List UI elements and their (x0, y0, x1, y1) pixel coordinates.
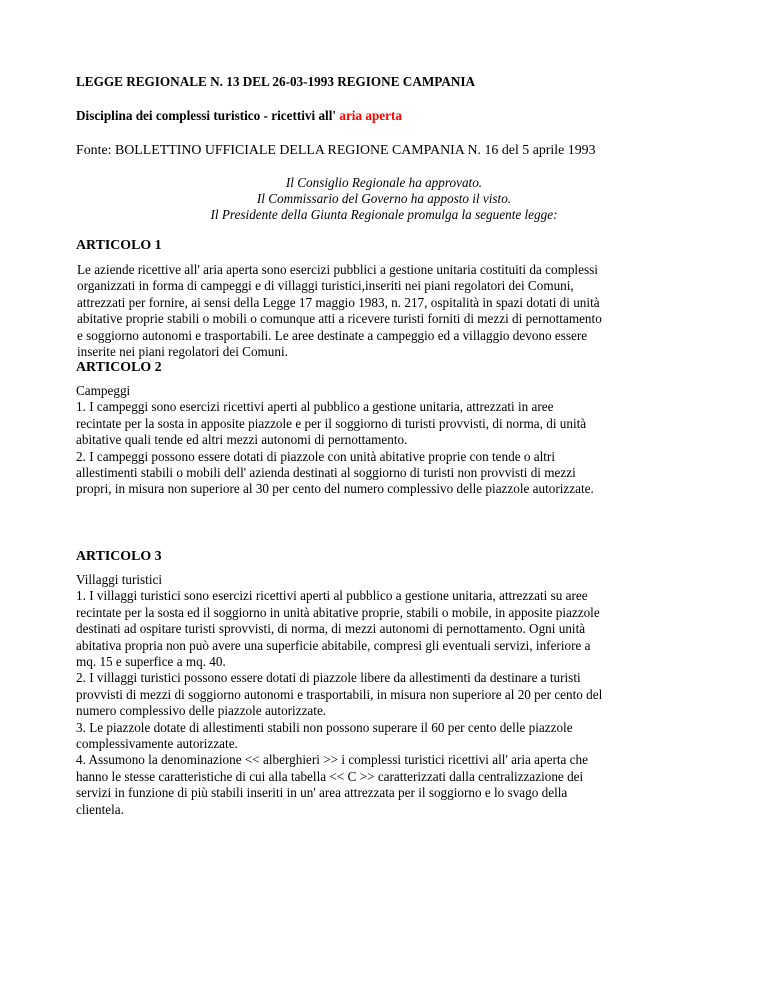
article-2-heading: ARTICOLO 2 (76, 360, 162, 375)
text-line: recintate per la sosta in apposite piazzole e per il soggiorno di turisti provvisti, di norma, di unità (76, 415, 587, 431)
text-line: inserite nei piani regolatori dei Comuni. (77, 344, 288, 360)
preamble-line: Il Presidente della Giunta Regionale promulga la seguente legge: (210, 207, 558, 222)
text-line: clientela. (76, 801, 124, 817)
text-line: 1. I campeggi sono esercizi ricettivi aperti al pubblico a gestione unitaria, attrezzati in aree (76, 399, 554, 415)
text-line: attrezzati per fornire, ai sensi della Legge 17 maggio 1983, n. 217, ospitalità in spazi dotati di unità (77, 294, 600, 310)
preamble-line: Il Consiglio Regionale ha approvato. (285, 175, 483, 190)
article-1-body (77, 262, 702, 360)
text-line: hanno le stesse caratteristiche di cui alla tabella << C >> caratterizzati dalla centralizzazione dei (76, 768, 584, 784)
text-line: 2. I villaggi turistici possono essere dotati di piazzole libere da allestimenti da destinare a turisti (76, 670, 581, 686)
text-line: complessivamente autorizzate. (76, 736, 238, 752)
text-line: Campeggi (76, 383, 131, 398)
text-line: mq. 15 e superfice a mq. 40. (76, 654, 226, 670)
article-2-body (76, 383, 701, 498)
law-subtitle (76, 107, 402, 124)
text-line: 3. Le piazzole dotate di allestimenti stabili non possono superare il 60 per cento delle piazzole (76, 719, 573, 735)
text-line: Le aziende ricettive all' aria aperta sono esercizi pubblici a gestione unitaria costituiti da complessi (77, 262, 598, 277)
article-3-heading: ARTICOLO 3 (76, 549, 162, 564)
text-line: propri, in misura non superiore al 30 per cento del numero complessivo delle piazzole autorizzate. (76, 481, 594, 497)
text-line: abitative quali tende ed altri mezzi autonomi di pernottamento. (76, 432, 408, 448)
article-3-body (76, 572, 701, 818)
text-line: allestimenti stabili o mobili dell' azienda destinati al soggiorno di turisti non provvisti di mezzi (76, 465, 576, 481)
preamble-line: Il Commissario del Governo ha apposto il visto. (256, 191, 512, 206)
law-title: LEGGE REGIONALE N. 13 DEL 26-03-1993 REGIONE CAMPANIA (76, 74, 476, 89)
text-line: provvisti di mezzi di soggiorno autonomi e trasportabili, in misura non superiore al 20 per cento del (76, 686, 603, 702)
text-line: destinati ad ospitare turisti sprovvisti, di norma, di mezzi autonomi di pernottamento. Ogni unità (76, 621, 586, 637)
text-line: servizi in funzione di più stabili inseriti in un' area attrezzata per il soggiorno e lo svago della (76, 785, 568, 801)
text-line: organizzati in forma di campeggi e di villaggi turistici,inseriti nei piani regolatori dei Comuni, (77, 278, 574, 294)
source-line: Fonte: BOLLETTINO UFFICIALE DELLA REGIONE CAMPANIA N. 16 del 5 aprile 1993 (76, 143, 596, 158)
text-line: e soggiorno autonomi e trasportabili. Le aree destinate a campeggio ed a villaggio devono essere (77, 327, 588, 343)
subtitle-text: Disciplina dei complessi turistico - ricettivi all' (76, 108, 337, 123)
text-line: numero complessivo delle piazzole autorizzate. (76, 703, 327, 719)
text-line: 4. Assumono la denominazione << alberghieri >> i complessi turistici ricettivi all' aria aperta che (76, 752, 588, 768)
text-line: abitative proprie stabili o mobili o comunque atti a ricevere turisti forniti di mezzi di pernottamento (77, 311, 602, 327)
text-line: abitativa propria non può avere una superficie abitabile, compresi gli eventuali servizi, inferiore a (76, 637, 591, 653)
text-line: 1. I villaggi turistici sono esercizi ricettivi aperti al pubblico a gestione unitaria, attrezzati su aree (76, 588, 588, 604)
text-line: recintate per la sosta ed il soggiorno in unità abitative proprie, stabili o mobile, in apposite piazzole (76, 604, 600, 620)
text-line: Villaggi turistici (76, 572, 163, 587)
subtitle-highlight-link[interactable]: aria aperta (339, 108, 402, 123)
text-line: 2. I campeggi possono essere dotati di piazzole con unità abitative proprie con tende o altri (76, 448, 555, 464)
article-1-heading: ARTICOLO 1 (76, 238, 162, 253)
